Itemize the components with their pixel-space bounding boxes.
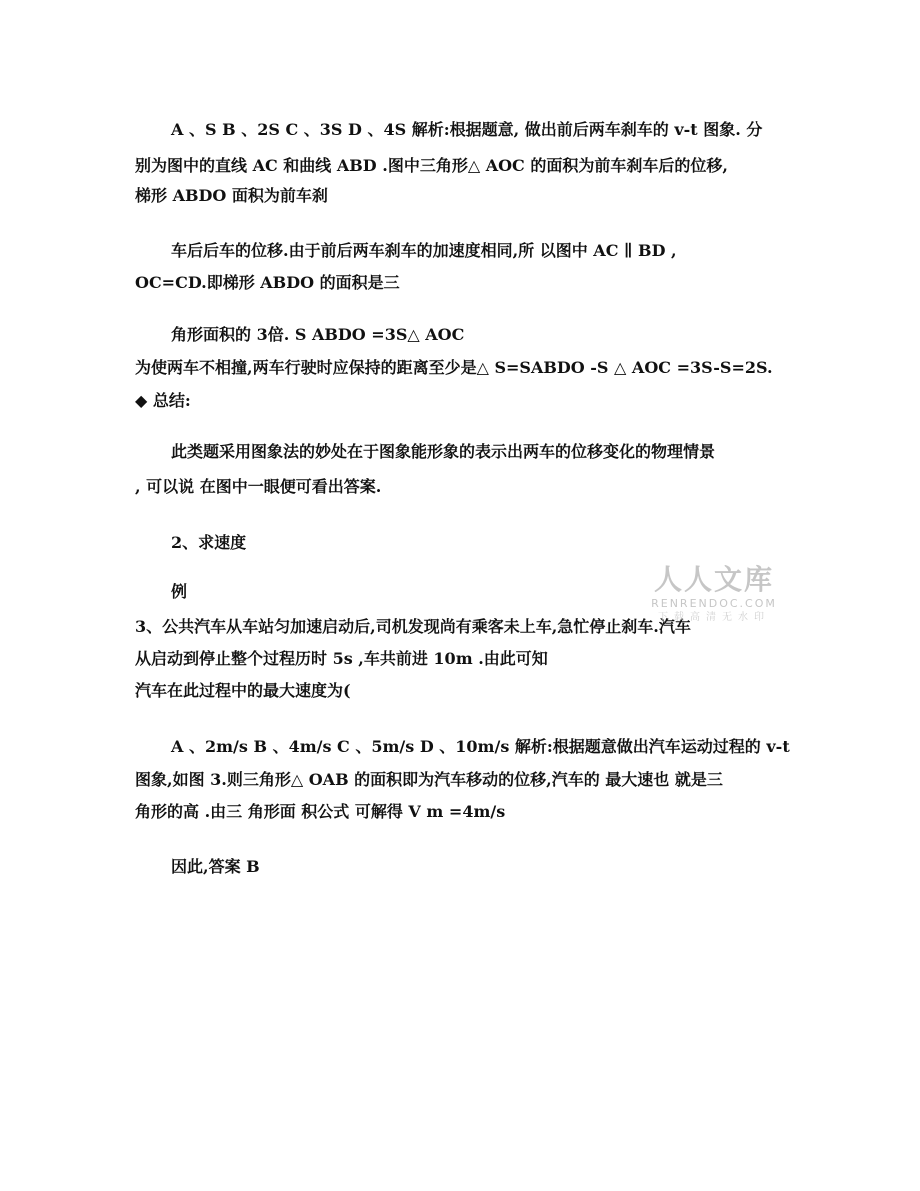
text-line: 汽车在此过程中的最大速度为( bbox=[135, 681, 351, 700]
watermark-domain: RENRENDOC.COM bbox=[651, 597, 777, 610]
text-line: 角形面积的 3倍. S ABDO =3S△ AOC bbox=[171, 325, 465, 344]
text-line: OC=CD.即梯形 ABDO 的面积是三 bbox=[135, 273, 400, 292]
text-line: 此类题采用图象法的妙处在于图象能形象的表示出两车的位移变化的物理情景 bbox=[171, 442, 716, 461]
watermark-logo bbox=[644, 563, 784, 625]
paragraph-2-cont bbox=[135, 268, 785, 298]
text-line: 为使两车不相撞,两车行驶时应保持的距离至少是△ S=SABDO -S △ AOC =3S-S=2S. bbox=[135, 358, 773, 377]
section-heading bbox=[135, 528, 785, 558]
paragraph-4 bbox=[135, 437, 785, 467]
summary-heading bbox=[135, 386, 785, 416]
paragraph-1-cont2 bbox=[135, 181, 785, 211]
text-line: 车后后车的位移.由于前后两车刹车的加速度相同,所 以图中 AC ∥ BD , bbox=[171, 241, 677, 260]
paragraph-4-cont bbox=[135, 472, 785, 502]
answer-line bbox=[135, 852, 785, 882]
paragraph-3 bbox=[135, 320, 785, 350]
example-line-2 bbox=[135, 644, 785, 674]
text-line: 角形的高 .由三 角形面 积公式 可解得 V m =4m/s bbox=[135, 802, 506, 821]
text-line: 2、求速度 bbox=[171, 533, 247, 552]
text-line: 3、公共汽车从车站匀加速启动后,司机发现尚有乘客未上车,急忙停止刹车.汽车 bbox=[135, 617, 691, 636]
paragraph-7 bbox=[135, 732, 790, 762]
text-line: A 、S B 、2S C 、3S D 、4S 解析:根据题意, 做出前后两车刹车的 v-t 图象. 分 bbox=[171, 120, 763, 139]
paragraph-7-cont bbox=[135, 765, 785, 795]
text-line: 从启动到停止整个过程历时 5s ,车共前进 10m .由此可知 bbox=[135, 649, 548, 668]
text-line: 例 bbox=[171, 582, 188, 601]
watermark-title: 人人文库 bbox=[653, 563, 774, 596]
text-line: ◆ 总结: bbox=[135, 391, 191, 410]
watermark-subtitle: 下载高清无水印 bbox=[658, 612, 770, 623]
paragraph-1 bbox=[135, 115, 785, 145]
paragraph-7-cont2 bbox=[135, 797, 785, 827]
paragraph-3-cont bbox=[135, 353, 785, 383]
text-line: , 可以说 在图中一眼便可看出答案. bbox=[135, 477, 382, 496]
paragraph-2 bbox=[135, 236, 785, 266]
paragraph-1-cont bbox=[135, 151, 785, 181]
text-line: 别为图中的直线 AC 和曲线 ABD .图中三角形△ AOC 的面积为前车刹车后的位移, bbox=[135, 156, 728, 175]
text-line: A 、2m/s B 、4m/s C 、5m/s D 、10m/s 解析:根据题意做出汽车运动过程的 v-t bbox=[171, 737, 790, 756]
example-line-3 bbox=[135, 676, 785, 706]
text-line: 图象,如图 3.则三角形△ OAB 的面积即为汽车移动的位移,汽车的 最大速也 就是三 bbox=[135, 770, 723, 789]
text-line: 因此,答案 B bbox=[171, 857, 260, 876]
text-line: 梯形 ABDO 面积为前车刹 bbox=[135, 186, 328, 205]
